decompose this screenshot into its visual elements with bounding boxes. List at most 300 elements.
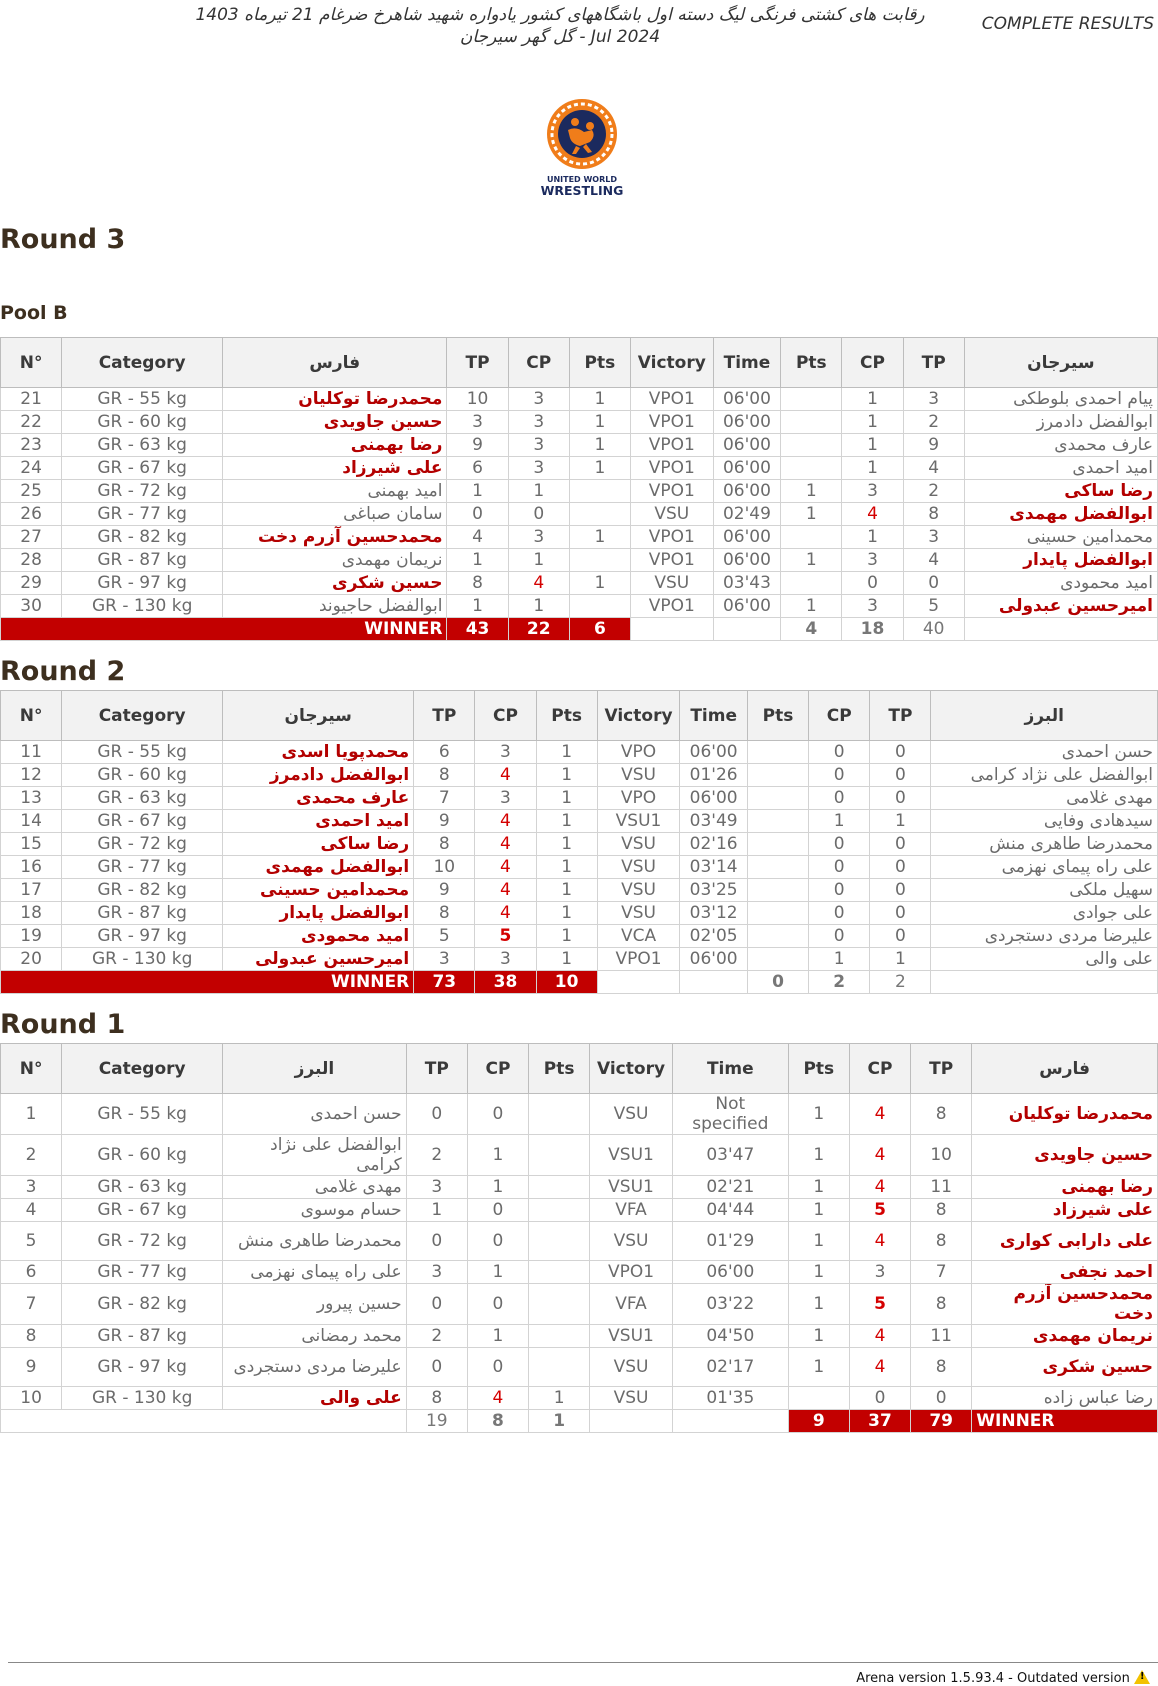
category-cell: GR - 67 kg bbox=[62, 457, 223, 480]
right-pts-cell: 1 bbox=[788, 1222, 849, 1261]
left-wrestler-name: ابوالفضل حاجیوند bbox=[223, 595, 447, 618]
category-cell: GR - 77 kg bbox=[62, 1261, 223, 1284]
bout-number: 7 bbox=[1, 1284, 62, 1325]
bout-number: 5 bbox=[1, 1222, 62, 1261]
left-pts-cell: 1 bbox=[569, 411, 630, 434]
bout-number: 4 bbox=[1, 1199, 62, 1222]
left-tp-cell: 9 bbox=[414, 810, 475, 833]
left-pts-cell bbox=[529, 1176, 590, 1199]
category-cell: GR - 67 kg bbox=[62, 810, 223, 833]
right-pts-cell bbox=[747, 925, 808, 948]
left-cp-cell: 4 bbox=[467, 1387, 528, 1410]
table-row bbox=[1, 925, 1158, 948]
event-title-line2: گل گهر سیرجان - Jul 2024 bbox=[459, 27, 661, 47]
left-pts-cell bbox=[529, 1325, 590, 1348]
column-header: فارس bbox=[223, 338, 447, 388]
winner-label: WINNER bbox=[972, 1410, 1158, 1433]
left-cp-total: 38 bbox=[475, 971, 536, 994]
right-pts-cell bbox=[781, 434, 842, 457]
right-name-total-blank bbox=[964, 618, 1157, 641]
left-cp-cell: 4 bbox=[475, 879, 536, 902]
victory-type-cell: VPO1 bbox=[630, 526, 713, 549]
right-cp-cell: 0 bbox=[849, 1387, 910, 1410]
column-header: سیرجان bbox=[964, 338, 1157, 388]
right-tp-total: 79 bbox=[911, 1410, 972, 1433]
victory-type-cell: VSU bbox=[597, 856, 680, 879]
right-wrestler-name: رضا بهمنی bbox=[972, 1176, 1158, 1199]
right-cp-cell: 4 bbox=[849, 1222, 910, 1261]
victory-type-cell: VSU bbox=[597, 879, 680, 902]
time-cell: 01'29 bbox=[672, 1222, 788, 1261]
left-cp-cell: 3 bbox=[508, 411, 569, 434]
bout-number: 19 bbox=[1, 925, 62, 948]
table-row bbox=[1, 457, 1158, 480]
column-header: Pts bbox=[536, 691, 597, 741]
left-tp-cell: 8 bbox=[406, 1387, 467, 1410]
right-wrestler-name: علیرضا مردی دستجردی bbox=[931, 925, 1158, 948]
right-tp-cell: 8 bbox=[903, 503, 964, 526]
time-cell: 03'43 bbox=[713, 572, 781, 595]
right-wrestler-name: علی شیرزاد bbox=[972, 1199, 1158, 1222]
bout-number: 11 bbox=[1, 741, 62, 764]
left-pts-cell bbox=[529, 1094, 590, 1135]
round-1-title: Round 1 bbox=[0, 1009, 126, 1040]
bout-number: 8 bbox=[1, 1325, 62, 1348]
table-row bbox=[1, 948, 1158, 971]
left-wrestler-name: محمدرضا طاهری منش bbox=[223, 1222, 407, 1261]
table-row bbox=[1, 480, 1158, 503]
column-header: Victory bbox=[597, 691, 680, 741]
right-wrestler-name: علی جوادی bbox=[931, 902, 1158, 925]
left-wrestler-name: عارف محمدی bbox=[223, 787, 414, 810]
right-cp-cell: 0 bbox=[809, 879, 870, 902]
right-pts-cell bbox=[781, 572, 842, 595]
left-cp-cell: 4 bbox=[475, 902, 536, 925]
right-cp-total: 18 bbox=[842, 618, 903, 641]
left-wrestler-name: مهدی غلامی bbox=[223, 1176, 407, 1199]
left-cp-total: 8 bbox=[467, 1410, 528, 1433]
bout-number: 22 bbox=[1, 411, 62, 434]
right-tp-cell: 0 bbox=[870, 741, 931, 764]
category-cell: GR - 63 kg bbox=[62, 787, 223, 810]
left-wrestler-name: علی والی bbox=[223, 1387, 407, 1410]
right-wrestler-name: سیدهادی وفایی bbox=[931, 810, 1158, 833]
column-header: N° bbox=[1, 1044, 62, 1094]
left-tp-total: 73 bbox=[414, 971, 475, 994]
column-header: Pts bbox=[569, 338, 630, 388]
right-tp-cell: 0 bbox=[870, 787, 931, 810]
table-row bbox=[1, 1199, 1158, 1222]
left-tp-cell: 6 bbox=[414, 741, 475, 764]
right-wrestler-name: مهدی غلامی bbox=[931, 787, 1158, 810]
right-wrestler-name: حسن احمدی bbox=[931, 741, 1158, 764]
table-row bbox=[1, 595, 1158, 618]
table-row bbox=[1, 856, 1158, 879]
left-wrestler-name: ابوالفضل پایدار bbox=[223, 902, 414, 925]
bout-number: 26 bbox=[1, 503, 62, 526]
logo-text-line1: UNITED WORLD bbox=[546, 175, 618, 184]
right-tp-cell: 0 bbox=[870, 925, 931, 948]
category-cell: GR - 87 kg bbox=[62, 1325, 223, 1348]
time-cell: 06'00 bbox=[713, 388, 781, 411]
left-wrestler-name: علیرضا مردی دستجردی bbox=[223, 1348, 407, 1387]
winner-label: WINNER bbox=[1, 971, 414, 994]
right-pts-cell bbox=[781, 526, 842, 549]
category-cell: GR - 97 kg bbox=[62, 925, 223, 948]
category-cell: GR - 77 kg bbox=[62, 503, 223, 526]
column-header: N° bbox=[1, 338, 62, 388]
left-wrestler-name: محمدرضا توکلیان bbox=[223, 388, 447, 411]
bout-number: 2 bbox=[1, 1135, 62, 1176]
right-tp-cell: 5 bbox=[903, 595, 964, 618]
right-cp-cell: 1 bbox=[842, 434, 903, 457]
left-cp-cell: 4 bbox=[475, 856, 536, 879]
left-pts-cell: 1 bbox=[536, 787, 597, 810]
left-wrestler-name: حسین جاویدی bbox=[223, 411, 447, 434]
time-cell: 06'00 bbox=[680, 948, 748, 971]
right-cp-cell: 0 bbox=[809, 833, 870, 856]
right-tp-cell: 0 bbox=[870, 833, 931, 856]
left-tp-cell: 2 bbox=[406, 1325, 467, 1348]
left-tp-cell: 5 bbox=[414, 925, 475, 948]
right-pts-cell: 1 bbox=[788, 1094, 849, 1135]
time-cell: 06'00 bbox=[680, 787, 748, 810]
right-pts-cell bbox=[747, 879, 808, 902]
right-tp-cell: 1 bbox=[870, 948, 931, 971]
bout-number: 20 bbox=[1, 948, 62, 971]
bout-number: 6 bbox=[1, 1261, 62, 1284]
time-cell: 03'47 bbox=[672, 1135, 788, 1176]
round-3-title: Round 3 bbox=[0, 224, 126, 255]
bout-number: 18 bbox=[1, 902, 62, 925]
left-wrestler-name: سامان صباغی bbox=[223, 503, 447, 526]
left-pts-cell bbox=[529, 1261, 590, 1284]
table-row bbox=[1, 1348, 1158, 1387]
victory-type-cell: VPO bbox=[597, 741, 680, 764]
category-cell: GR - 97 kg bbox=[62, 1348, 223, 1387]
left-cp-cell: 0 bbox=[467, 1222, 528, 1261]
right-tp-cell: 8 bbox=[911, 1348, 972, 1387]
right-cp-cell: 4 bbox=[842, 503, 903, 526]
left-wrestler-name: ابوالفضل مهمدی bbox=[223, 856, 414, 879]
time-cell: 03'49 bbox=[680, 810, 748, 833]
right-tp-cell: 0 bbox=[903, 572, 964, 595]
left-cp-cell: 3 bbox=[475, 948, 536, 971]
arena-version-text: Arena version 1.5.93.4 - Outdated version bbox=[856, 1671, 1130, 1686]
column-header: CP bbox=[809, 691, 870, 741]
column-header: CP bbox=[467, 1044, 528, 1094]
left-tp-cell: 0 bbox=[406, 1284, 467, 1325]
right-tp-cell: 8 bbox=[911, 1199, 972, 1222]
right-cp-cell: 0 bbox=[842, 572, 903, 595]
winner-total-row bbox=[1, 618, 1158, 641]
time-cell: 06'00 bbox=[713, 549, 781, 572]
left-cp-cell: 1 bbox=[467, 1261, 528, 1284]
time-cell: 04'44 bbox=[672, 1199, 788, 1222]
right-wrestler-name: علی راه پیمای نهزمی bbox=[931, 856, 1158, 879]
bout-number: 30 bbox=[1, 595, 62, 618]
left-pts-cell: 1 bbox=[536, 764, 597, 787]
table-row bbox=[1, 572, 1158, 595]
right-pts-total: 9 bbox=[788, 1410, 849, 1433]
column-header: فارس bbox=[972, 1044, 1158, 1094]
left-wrestler-name: رضا بهمنی bbox=[223, 434, 447, 457]
right-tp-cell: 2 bbox=[903, 480, 964, 503]
victory-total-blank bbox=[630, 618, 713, 641]
category-cell: GR - 82 kg bbox=[62, 1284, 223, 1325]
left-pts-cell: 1 bbox=[569, 526, 630, 549]
left-cp-cell: 5 bbox=[475, 925, 536, 948]
left-tp-cell: 3 bbox=[447, 411, 508, 434]
right-cp-cell: 0 bbox=[809, 856, 870, 879]
left-total-blank bbox=[1, 1410, 407, 1433]
left-wrestler-name: امیرحسین عبدولی bbox=[223, 948, 414, 971]
table-row bbox=[1, 434, 1158, 457]
right-pts-cell: 1 bbox=[788, 1261, 849, 1284]
table-row bbox=[1, 526, 1158, 549]
right-tp-cell: 8 bbox=[911, 1094, 972, 1135]
winner-total-row bbox=[1, 1410, 1158, 1433]
left-cp-cell: 3 bbox=[508, 434, 569, 457]
left-tp-cell: 10 bbox=[414, 856, 475, 879]
right-wrestler-name: نریمان مهمدی bbox=[972, 1325, 1158, 1348]
left-wrestler-name: علی راه پیمای نهزمی bbox=[223, 1261, 407, 1284]
right-pts-cell bbox=[747, 741, 808, 764]
time-cell: 02'21 bbox=[672, 1176, 788, 1199]
event-title-line1: رقابت های کشتی فرنگی لیگ دسته اول باشگاههای کشور یادواره شهید شاهرخ ضرغام 21 تیرماه 1403 bbox=[195, 5, 925, 25]
left-wrestler-name: محمد رمضانی bbox=[223, 1325, 407, 1348]
bout-number: 15 bbox=[1, 833, 62, 856]
right-cp-cell: 1 bbox=[842, 388, 903, 411]
left-tp-cell: 6 bbox=[447, 457, 508, 480]
right-tp-total: 2 bbox=[870, 971, 931, 994]
right-cp-cell: 3 bbox=[842, 480, 903, 503]
victory-type-cell: VSU bbox=[597, 902, 680, 925]
left-pts-total: 10 bbox=[536, 971, 597, 994]
left-pts-cell bbox=[569, 503, 630, 526]
left-pts-cell bbox=[529, 1284, 590, 1325]
right-tp-cell: 4 bbox=[903, 549, 964, 572]
right-wrestler-name: ابوالفضل پایدار bbox=[964, 549, 1157, 572]
table-row bbox=[1, 787, 1158, 810]
category-cell: GR - 55 kg bbox=[62, 741, 223, 764]
table-row bbox=[1, 411, 1158, 434]
left-tp-cell: 1 bbox=[406, 1199, 467, 1222]
left-tp-cell: 8 bbox=[447, 572, 508, 595]
left-cp-cell: 0 bbox=[467, 1094, 528, 1135]
category-cell: GR - 67 kg bbox=[62, 1199, 223, 1222]
right-cp-cell: 0 bbox=[809, 925, 870, 948]
right-pts-total: 0 bbox=[747, 971, 808, 994]
category-cell: GR - 60 kg bbox=[62, 1135, 223, 1176]
left-tp-cell: 1 bbox=[447, 549, 508, 572]
left-tp-total: 43 bbox=[447, 618, 508, 641]
victory-type-cell: VPO1 bbox=[590, 1261, 673, 1284]
victory-type-cell: VPO1 bbox=[630, 434, 713, 457]
left-pts-cell: 1 bbox=[536, 833, 597, 856]
time-cell: 01'35 bbox=[672, 1387, 788, 1410]
victory-type-cell: VPO1 bbox=[630, 480, 713, 503]
left-tp-cell: 3 bbox=[406, 1261, 467, 1284]
victory-type-cell: VSU bbox=[630, 503, 713, 526]
left-cp-cell: 3 bbox=[475, 787, 536, 810]
victory-type-cell: VPO1 bbox=[630, 388, 713, 411]
time-cell: 06'00 bbox=[680, 741, 748, 764]
bout-number: 12 bbox=[1, 764, 62, 787]
left-tp-cell: 10 bbox=[447, 388, 508, 411]
right-pts-cell bbox=[747, 856, 808, 879]
table-row bbox=[1, 503, 1158, 526]
time-total-blank bbox=[713, 618, 781, 641]
left-cp-cell: 1 bbox=[508, 480, 569, 503]
round-3-results-table bbox=[0, 337, 1158, 641]
left-cp-cell: 4 bbox=[475, 764, 536, 787]
column-header: سیرجان bbox=[223, 691, 414, 741]
time-cell: 03'25 bbox=[680, 879, 748, 902]
left-cp-cell: 4 bbox=[475, 810, 536, 833]
right-tp-cell: 9 bbox=[903, 434, 964, 457]
victory-type-cell: VSU bbox=[590, 1387, 673, 1410]
column-header: Category bbox=[62, 691, 223, 741]
left-pts-cell bbox=[529, 1199, 590, 1222]
victory-type-cell: VPO1 bbox=[630, 595, 713, 618]
time-cell: 02'05 bbox=[680, 925, 748, 948]
bout-number: 1 bbox=[1, 1094, 62, 1135]
time-cell: 02'17 bbox=[672, 1348, 788, 1387]
right-cp-total: 37 bbox=[849, 1410, 910, 1433]
left-pts-cell: 1 bbox=[536, 741, 597, 764]
left-pts-total: 6 bbox=[569, 618, 630, 641]
column-header: البرز bbox=[223, 1044, 407, 1094]
right-wrestler-name: محمدامین حسینی bbox=[964, 526, 1157, 549]
category-cell: GR - 63 kg bbox=[62, 1176, 223, 1199]
right-pts-cell bbox=[781, 388, 842, 411]
header-row bbox=[1, 691, 1158, 741]
bout-number: 29 bbox=[1, 572, 62, 595]
right-cp-total: 2 bbox=[809, 971, 870, 994]
right-cp-cell: 0 bbox=[809, 741, 870, 764]
right-pts-cell: 1 bbox=[788, 1348, 849, 1387]
table-row bbox=[1, 810, 1158, 833]
column-header: Time bbox=[672, 1044, 788, 1094]
time-cell: 06'00 bbox=[713, 457, 781, 480]
left-cp-cell: 0 bbox=[467, 1199, 528, 1222]
left-tp-cell: 8 bbox=[414, 764, 475, 787]
victory-type-cell: VSU bbox=[597, 833, 680, 856]
complete-results-label: COMPLETE RESULTS bbox=[981, 14, 1154, 34]
victory-type-cell: VFA bbox=[590, 1284, 673, 1325]
right-pts-cell: 1 bbox=[781, 480, 842, 503]
bout-number: 21 bbox=[1, 388, 62, 411]
left-wrestler-name: محمدامین حسینی bbox=[223, 879, 414, 902]
left-wrestler-name: محمدپویا اسدی bbox=[223, 741, 414, 764]
column-header: TP bbox=[414, 691, 475, 741]
left-tp-cell: 1 bbox=[447, 595, 508, 618]
left-pts-cell: 1 bbox=[536, 879, 597, 902]
right-tp-cell: 4 bbox=[903, 457, 964, 480]
right-tp-cell: 8 bbox=[911, 1222, 972, 1261]
column-header: TP bbox=[447, 338, 508, 388]
right-cp-cell: 4 bbox=[849, 1094, 910, 1135]
table-row bbox=[1, 741, 1158, 764]
left-tp-cell: 3 bbox=[406, 1176, 467, 1199]
bout-number: 25 bbox=[1, 480, 62, 503]
category-cell: GR - 97 kg bbox=[62, 572, 223, 595]
right-tp-cell: 8 bbox=[911, 1284, 972, 1325]
left-tp-total: 19 bbox=[406, 1410, 467, 1433]
right-pts-total: 4 bbox=[781, 618, 842, 641]
round-2-results-table bbox=[0, 690, 1158, 994]
table-row bbox=[1, 764, 1158, 787]
warning-icon: ! bbox=[1134, 1670, 1150, 1684]
left-cp-cell: 3 bbox=[508, 526, 569, 549]
column-header: Time bbox=[680, 691, 748, 741]
table-row bbox=[1, 879, 1158, 902]
time-cell: 03'12 bbox=[680, 902, 748, 925]
time-cell: Not specified bbox=[672, 1094, 788, 1135]
time-total-blank bbox=[680, 971, 748, 994]
header-row bbox=[1, 338, 1158, 388]
bout-number: 3 bbox=[1, 1176, 62, 1199]
right-wrestler-name: ابوالفضل مهمدی bbox=[964, 503, 1157, 526]
column-header: TP bbox=[870, 691, 931, 741]
victory-type-cell: VPO1 bbox=[630, 549, 713, 572]
left-cp-cell: 4 bbox=[508, 572, 569, 595]
category-cell: GR - 130 kg bbox=[62, 1387, 223, 1410]
left-tp-cell: 0 bbox=[447, 503, 508, 526]
time-cell: 02'49 bbox=[713, 503, 781, 526]
right-pts-cell bbox=[788, 1387, 849, 1410]
column-header: TP bbox=[406, 1044, 467, 1094]
column-header: Time bbox=[713, 338, 781, 388]
left-cp-cell: 0 bbox=[467, 1348, 528, 1387]
table-row bbox=[1, 1135, 1158, 1176]
left-pts-cell: 1 bbox=[536, 902, 597, 925]
right-pts-cell bbox=[781, 411, 842, 434]
right-wrestler-name: محمدحسین آزرم دخت bbox=[972, 1284, 1158, 1325]
category-cell: GR - 87 kg bbox=[62, 902, 223, 925]
left-pts-total: 1 bbox=[529, 1410, 590, 1433]
right-tp-cell: 1 bbox=[870, 810, 931, 833]
right-cp-cell: 1 bbox=[809, 948, 870, 971]
winner-total-row bbox=[1, 971, 1158, 994]
right-tp-cell: 11 bbox=[911, 1176, 972, 1199]
right-tp-cell: 3 bbox=[903, 526, 964, 549]
left-tp-cell: 8 bbox=[414, 902, 475, 925]
right-pts-cell bbox=[747, 787, 808, 810]
column-header: Pts bbox=[781, 338, 842, 388]
category-cell: GR - 72 kg bbox=[62, 1222, 223, 1261]
left-wrestler-name: حسین پیرور bbox=[223, 1284, 407, 1325]
right-cp-cell: 4 bbox=[849, 1176, 910, 1199]
left-wrestler-name: امید احمدی bbox=[223, 810, 414, 833]
time-cell: 06'00 bbox=[672, 1261, 788, 1284]
footer-divider bbox=[8, 1662, 1158, 1663]
time-cell: 01'26 bbox=[680, 764, 748, 787]
right-tp-cell: 0 bbox=[870, 856, 931, 879]
right-cp-cell: 3 bbox=[849, 1261, 910, 1284]
left-cp-total: 22 bbox=[508, 618, 569, 641]
left-pts-cell: 1 bbox=[536, 925, 597, 948]
left-tp-cell: 3 bbox=[414, 948, 475, 971]
table-row bbox=[1, 1284, 1158, 1325]
right-cp-cell: 3 bbox=[842, 549, 903, 572]
time-cell: 04'50 bbox=[672, 1325, 788, 1348]
left-cp-cell: 1 bbox=[508, 595, 569, 618]
column-header: TP bbox=[903, 338, 964, 388]
left-cp-cell: 1 bbox=[508, 549, 569, 572]
left-cp-cell: 4 bbox=[475, 833, 536, 856]
